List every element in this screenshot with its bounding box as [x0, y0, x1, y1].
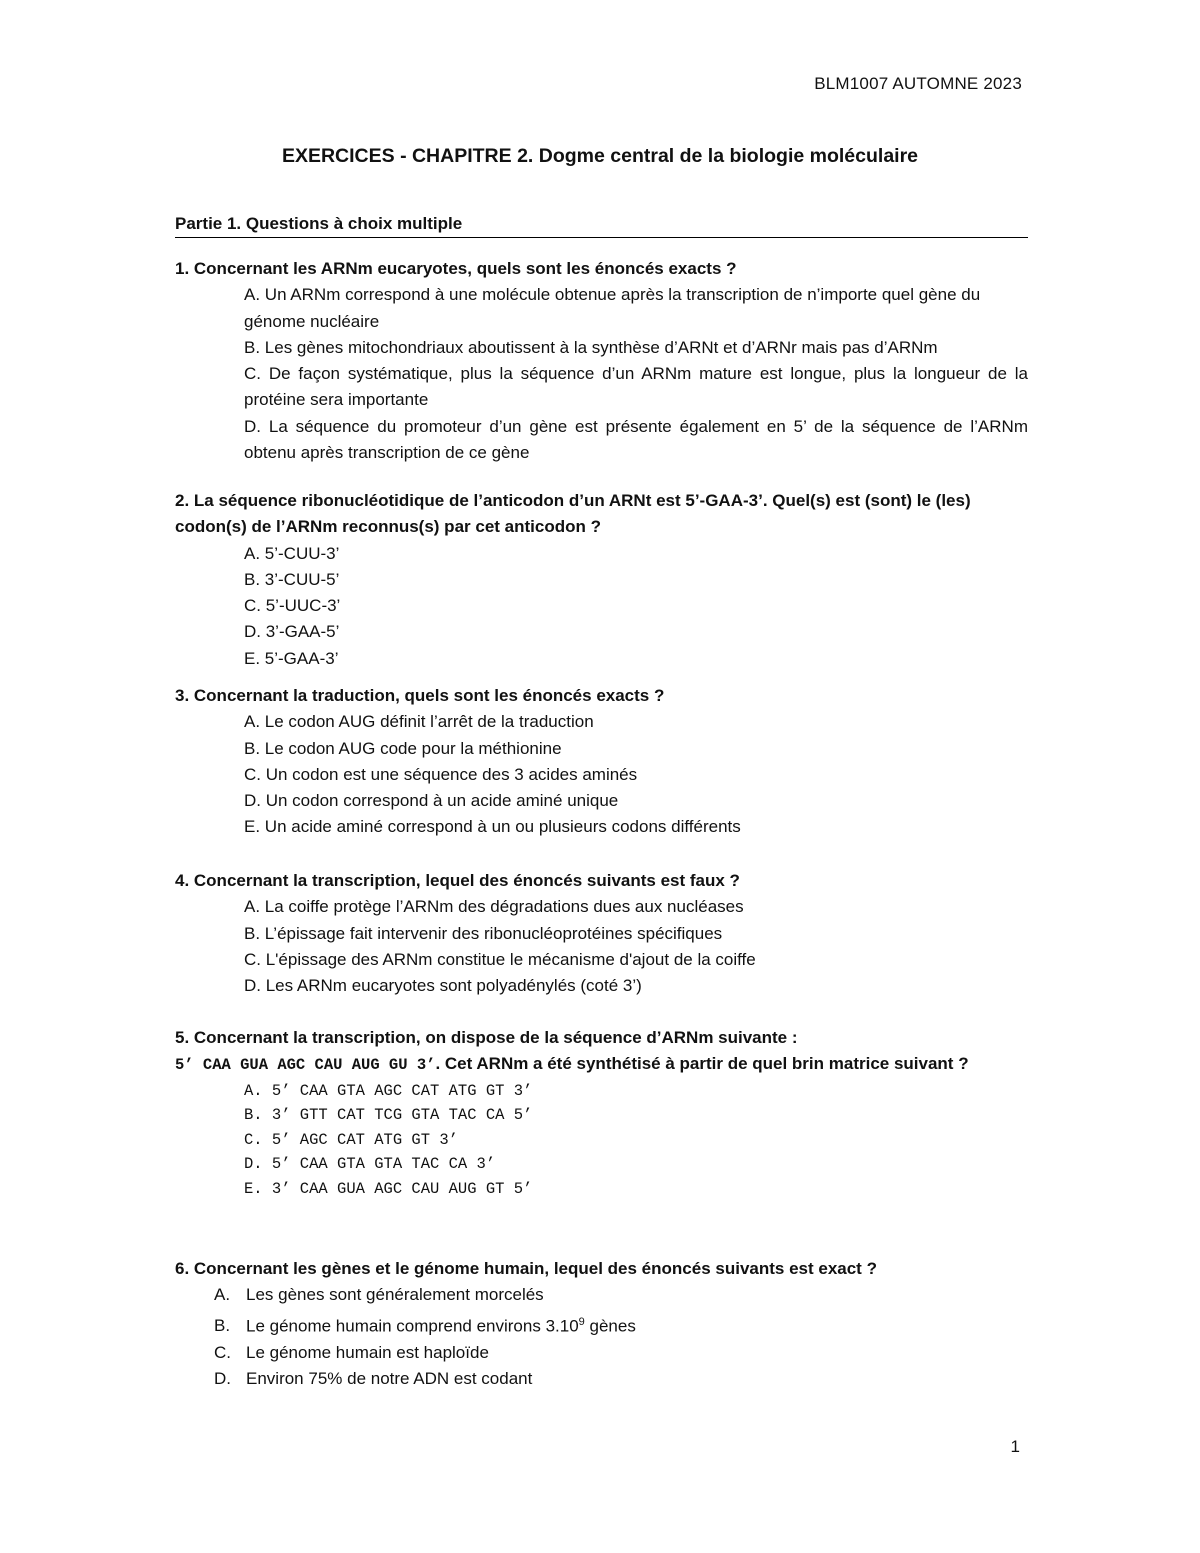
answer-option: D. Environ 75% de notre ADN est codant	[214, 1368, 533, 1388]
answer-option: D. Un codon correspond à un acide aminé unique	[244, 791, 619, 811]
question-1	[175, 256, 1028, 466]
section-heading: Partie 1. Questions à choix multiple	[175, 214, 1028, 238]
answer-option: C. L'épissage des ARNm constitue le mécanisme d'ajout de la coiffe	[244, 949, 756, 969]
answer-option: A. Un ARNm correspond à une molécule obtenue après la transcription de n’importe quel gène du génome nucléaire	[244, 285, 981, 331]
course-header: BLM1007 AUTOMNE 2023	[814, 74, 1022, 93]
question-text-continued: 5’ CAA GUA AGC CAU AUG GU 3’. Cet ARNm a été synthétisé à partir de quel brin matrice suivant ?	[175, 1054, 969, 1075]
question-text: 4. Concernant la transcription, lequel des énoncés suivants est faux ?	[175, 871, 740, 890]
answer-option: E. 5’-GAA-3’	[244, 648, 339, 668]
question-6	[175, 1256, 1028, 1392]
page-title: EXERCICES - CHAPITRE 2. Dogme central de la biologie moléculaire	[281, 145, 919, 167]
question-text: 1. Concernant les ARNm eucaryotes, quels sont les énoncés exacts ?	[175, 259, 737, 278]
question-2	[175, 488, 1028, 672]
question-text: 5. Concernant la transcription, on dispose de la séquence d’ARNm suivante :	[175, 1028, 798, 1047]
answer-option: C. De façon systématique, plus la séquence d’un ARNm mature est longue, plus la longueur de la protéine sera importante	[244, 364, 1028, 410]
answer-option: E. 3’ CAA GUA AGC CAU AUG GT 5’	[244, 1179, 533, 1198]
answer-option: B. 3’ GTT CAT TCG GTA TAC CA 5’	[244, 1106, 533, 1125]
answer-option: D. La séquence du promoteur d’un gène est présente également en 5’ de la séquence de l’ARNm obtenu après transcription de ce gène	[244, 416, 1028, 463]
answer-option: B. L’épissage fait intervenir des ribonucléoprotéines spécifiques	[244, 923, 723, 943]
answer-option: D. 3’-GAA-5’	[244, 622, 340, 642]
answer-option: A. 5’ CAA GTA AGC CAT ATG GT 3’	[244, 1081, 533, 1100]
answer-option: B. Les gènes mitochondriaux aboutissent à la synthèse d’ARNt et d’ARNr mais pas d’ARNm	[244, 337, 938, 357]
question-text: 3. Concernant la traduction, quels sont les énoncés exacts ?	[175, 686, 665, 705]
answer-option: A. 5’-CUU-3’	[244, 543, 340, 563]
question-5	[175, 1025, 1028, 1202]
answer-option: B. Le génome humain comprend environs 3.10$^9$ gènes	[214, 1315, 636, 1336]
page-number: 1	[1010, 1437, 1020, 1456]
answer-option: B. Le codon AUG code pour la méthionine	[244, 738, 562, 758]
answer-option: D. Les ARNm eucaryotes sont polyadénylés (coté 3’)	[244, 976, 642, 996]
answer-option: C. 5’-UUC-3’	[244, 596, 341, 616]
question-3	[175, 683, 1028, 841]
answer-option: B. 3’-CUU-5’	[244, 569, 340, 589]
answer-option: C. 5’ AGC CAT ATG GT 3’	[244, 1130, 458, 1149]
answer-option: A. Le codon AUG définit l’arrêt de la traduction	[244, 712, 594, 732]
answer-option: A. La coiffe protège l’ARNm des dégradations dues aux nucléases	[244, 897, 744, 917]
question-text: 2. La séquence ribonucléotidique de l’anticodon d’un ARNt est 5’-GAA-3’. Quel(s) est (sont) le (les) codon(s) de l’ARNm reconnus(s) par cet anticodon ?	[175, 491, 971, 537]
answer-option: D. 5’ CAA GTA GTA TAC CA 3’	[244, 1155, 496, 1174]
mrna-sequence: 5’ CAA GUA AGC CAU AUG GU 3’	[175, 1056, 436, 1075]
question-4	[175, 868, 1028, 999]
answer-option: E. Un acide aminé correspond à un ou plusieurs codons différents	[244, 817, 741, 837]
answer-option: C. Un codon est une séquence des 3 acides aminés	[244, 764, 638, 784]
answer-option: C. Le génome humain est haploïde	[214, 1342, 489, 1362]
answer-option: A. Les gènes sont généralement morcelés	[214, 1285, 544, 1305]
question-text: 6. Concernant les gènes et le génome humain, lequel des énoncés suivants est exact ?	[175, 1259, 877, 1278]
